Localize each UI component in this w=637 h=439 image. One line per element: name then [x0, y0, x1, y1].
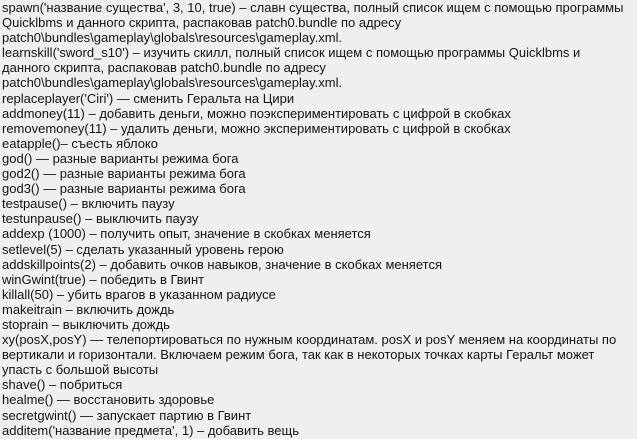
command-line: setlevel(5) – сделать указанный уровень герою [2, 241, 284, 257]
command-line: god() — разные варианты режима бога [2, 150, 239, 166]
command-line: makeitrain – включить дождь [2, 301, 175, 317]
command-line: addexp (1000) – получить опыт, значение в скобках меняется [2, 226, 371, 242]
command-line: replaceplayer('Ciri') — сменить Геральта на Цири [2, 90, 295, 106]
command-line: removemoney(11) – удалить деньги, можно экспериментировать с цифрой в скобках [2, 120, 511, 136]
command-line: winGwint(true) – победить в Гвинт [2, 271, 205, 287]
command-line: healme() — восстановить здоровье [2, 392, 215, 408]
command-line: addmoney(11) – добавить деньги, можно поэкспериментировать с цифрой в скобках [2, 105, 511, 121]
command-line: addskillpoints(2) – добавить очков навыков, значение в скобках меняется [2, 256, 442, 272]
command-line: god3() — разные варианты режима бога [2, 181, 246, 197]
command-line: additem('название предмета', 1) – добавить вещь [2, 422, 300, 438]
command-line: stoprain – выключить дождь [2, 316, 170, 332]
command-line: eatapple()– съесть яблоко [2, 135, 158, 151]
command-line: killall(50) – убить врагов в указанном радиусе [2, 286, 276, 302]
command-line: shave() – побриться [2, 377, 123, 393]
command-line: testpause() – включить паузу [2, 196, 175, 212]
command-line: xy(posX,posY) — телепортироваться по нужным координатам. posX и posY меняем на координаты по вертикали и горизонтали. Включаем режим бога, так как в некоторых точках карты Геральт может упасть с большой высоты [2, 332, 617, 378]
command-line: spawn('название существа', 3, 10, true) – славн существа, полный список ищем с помощью программы Quicklbms и данного скрипта, распаковав patch0.bundle по адресу patch0\bundles\gameplay\globals\resources\gameplay.xml. [2, 0, 624, 46]
command-line: god2() — разные варианты режима бога [2, 166, 246, 182]
command-line: secretgwint() — запускает партию в Гвинт [2, 407, 252, 423]
command-line: learnskill('sword_s10') – изучить скилл, полный список ищем с помощью программы Quicklbms и данного скрипта, распаковав patch0.bundle по адресу patch0\bundles\gameplay\globals\resources\gameplay.xml. [2, 45, 581, 91]
command-line: testunpause() – выключить паузу [2, 211, 199, 227]
